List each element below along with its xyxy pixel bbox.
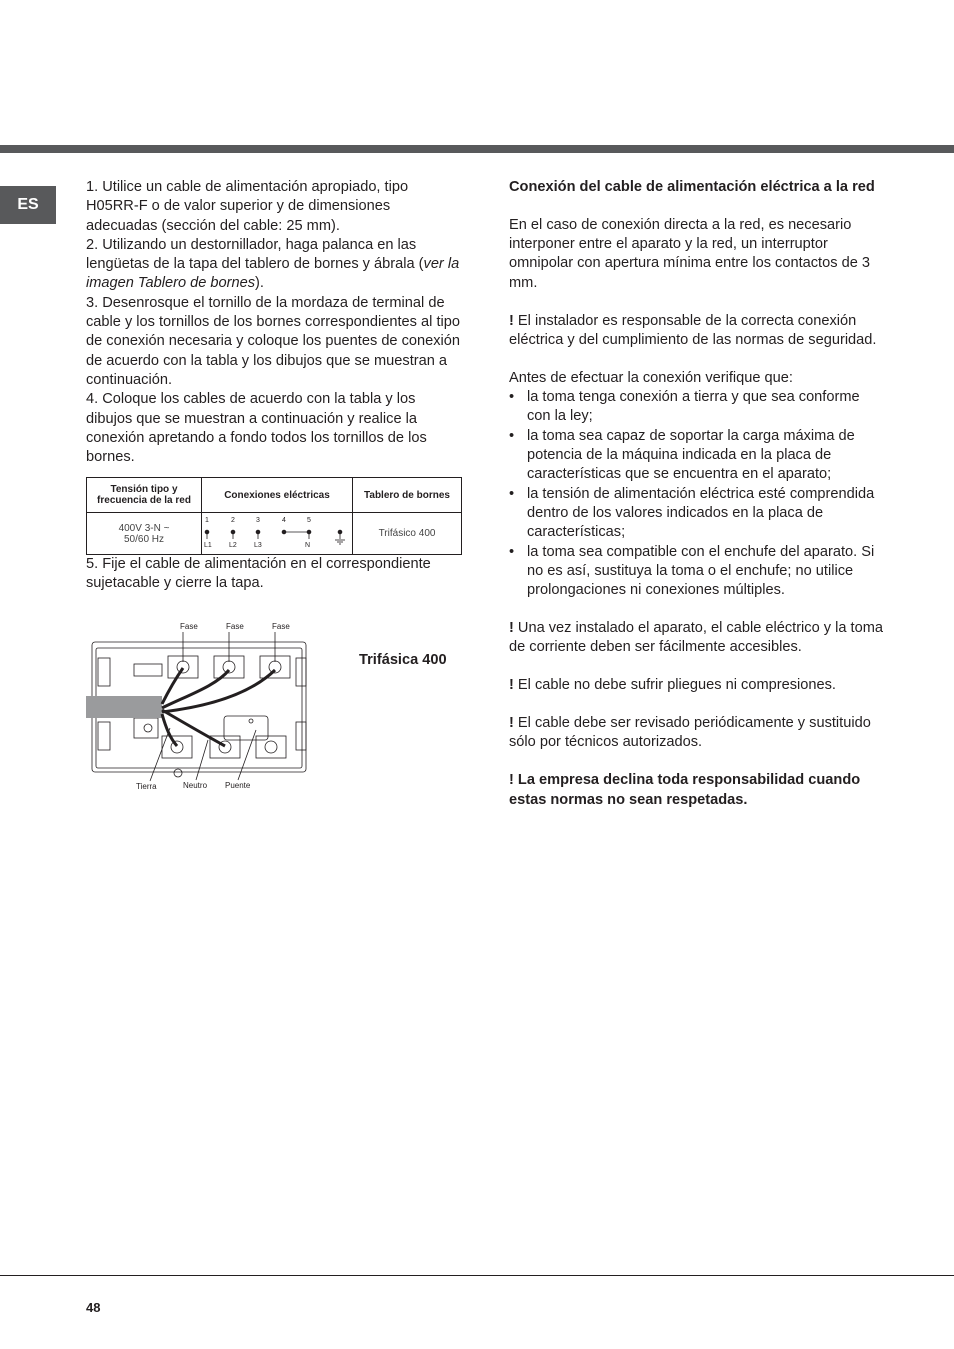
paragraph-4: ! Una vez instalado el aparato, el cable eléctrico y la toma de corriente deben ser fácilmente accesibles. xyxy=(509,620,883,656)
paragraph-6: ! El cable debe ser revisado periódicamente y sustituido sólo por técnicos autorizados. xyxy=(509,715,871,751)
header-bar xyxy=(0,145,954,153)
bottom-terminal-1 xyxy=(162,736,192,758)
checklist-item: • la tensión de alimentación eléctrica esté comprendida dentro de los valores indicados en la placa de características; xyxy=(509,485,885,543)
step-1: 1. Utilice un cable de alimentación apropiado, tipo H05RR-F o de valor superior y de dimensiones adecuadas (sección del cable: 25 mm). xyxy=(86,179,409,234)
terminal-number-4: 4 xyxy=(282,517,286,524)
label-fase-2: Fase xyxy=(226,622,244,631)
connection-schematic xyxy=(202,513,352,551)
section-heading: Conexión del cable de alimentación eléctrica a la red xyxy=(509,179,875,195)
checklist-item: • la toma sea compatible con el enchufe del aparato. Si no es así, sustituya la toma o el enchufe; no utilice prolongaciones ni conexiones múltiples. xyxy=(509,543,885,601)
step-4: 4. Coloque los cables de acuerdo con la tabla y los dibujos que se muestran a continuación y realice la conexión apretando a fondo todos los tornillos de los bornes. xyxy=(86,391,427,466)
paragraph-3: Antes de efectuar la conexión verifique que: xyxy=(509,369,793,386)
wire-fase-2 xyxy=(162,670,229,708)
step-2: 2. Utilizando un destornillador, haga palanca en las lengüetas de la tapa del tablero de bornes y ábrala (ver la imagen Tablero de bornes). xyxy=(86,236,460,292)
terminal-label-l1: L1 xyxy=(204,542,212,549)
terminal-number-5: 5 xyxy=(307,517,311,524)
instructions-right xyxy=(509,178,885,828)
paragraph-2: ! El instalador es responsable de la correcta conexión eléctrica y del cumplimiento de las normas de seguridad. xyxy=(509,312,877,348)
header-board: Tablero de bornes xyxy=(353,478,462,513)
step-3: 3. Desenrosque el tornillo de la mordaza de terminal de cable y los tornillos de los bornes correspondientes al tipo de conexión necesaria y coloque los puentes de conexión de acuerdo con la tabla y los dibujos que se muestran a continuación. xyxy=(86,294,461,388)
bottom-terminal-3 xyxy=(256,736,286,758)
paragraph-1: En el caso de conexión directa a la red, es necesario interponer entre el aparato y la red, un interruptor omnipolar con apertura mínima entre los contactos de 3 mm. xyxy=(509,216,870,291)
language-tab: ES xyxy=(0,186,56,224)
terminal-number-1: 1 xyxy=(205,517,209,524)
connection-table xyxy=(86,477,462,555)
step-2-reference: ver la imagen Tablero de bornes xyxy=(86,256,460,292)
checklist-item: • la toma tenga conexión a tierra y que sea conforme con la ley; xyxy=(509,388,885,427)
earth-screw xyxy=(174,769,182,777)
terminal-board-diagram xyxy=(86,618,326,798)
terminal-number-2: 2 xyxy=(231,517,235,524)
label-neutro: Neutro xyxy=(183,781,208,790)
checklist-item: • la toma sea capaz de soportar la carga máxima de potencia de la máquina indicada en la placa de características que se encuentra en el aparato; xyxy=(509,427,885,485)
terminal-number-3: 3 xyxy=(256,517,260,524)
cell-voltage: 400V 3-N ~ 50/60 Hz xyxy=(87,513,202,555)
label-fase-1: Fase xyxy=(180,622,198,631)
label-tierra: Tierra xyxy=(136,782,157,791)
cell-connection-diagram xyxy=(202,513,353,555)
terminal-label-l2: L2 xyxy=(229,542,237,549)
cell-board: Trifásico 400 xyxy=(353,513,462,555)
diagram-title: Trifásica 400 xyxy=(359,652,447,668)
instructions-left xyxy=(86,178,462,467)
footer-rule xyxy=(0,1275,954,1276)
label-fase-3: Fase xyxy=(272,622,290,631)
paragraph-7: ! La empresa declina toda responsabilidad cuando estas normas no sean respetadas. xyxy=(509,772,861,808)
terminal-label-n: N xyxy=(305,542,311,549)
step-5: 5. Fije el cable de alimentación en el correspondiente sujetacable y cierre la tapa. xyxy=(86,556,431,592)
checklist xyxy=(509,388,885,600)
page-number: 48 xyxy=(86,1300,101,1315)
header-voltage: Tensión tipo y frecuencia de la red xyxy=(87,478,202,513)
header-connections: Conexiones eléctricas xyxy=(202,478,353,513)
cable-sheath xyxy=(86,696,162,718)
paragraph-5: ! El cable no debe sufrir pliegues ni compresiones. xyxy=(509,677,836,694)
label-puente: Puente xyxy=(225,781,251,790)
terminal-label-l3: L3 xyxy=(254,542,262,549)
